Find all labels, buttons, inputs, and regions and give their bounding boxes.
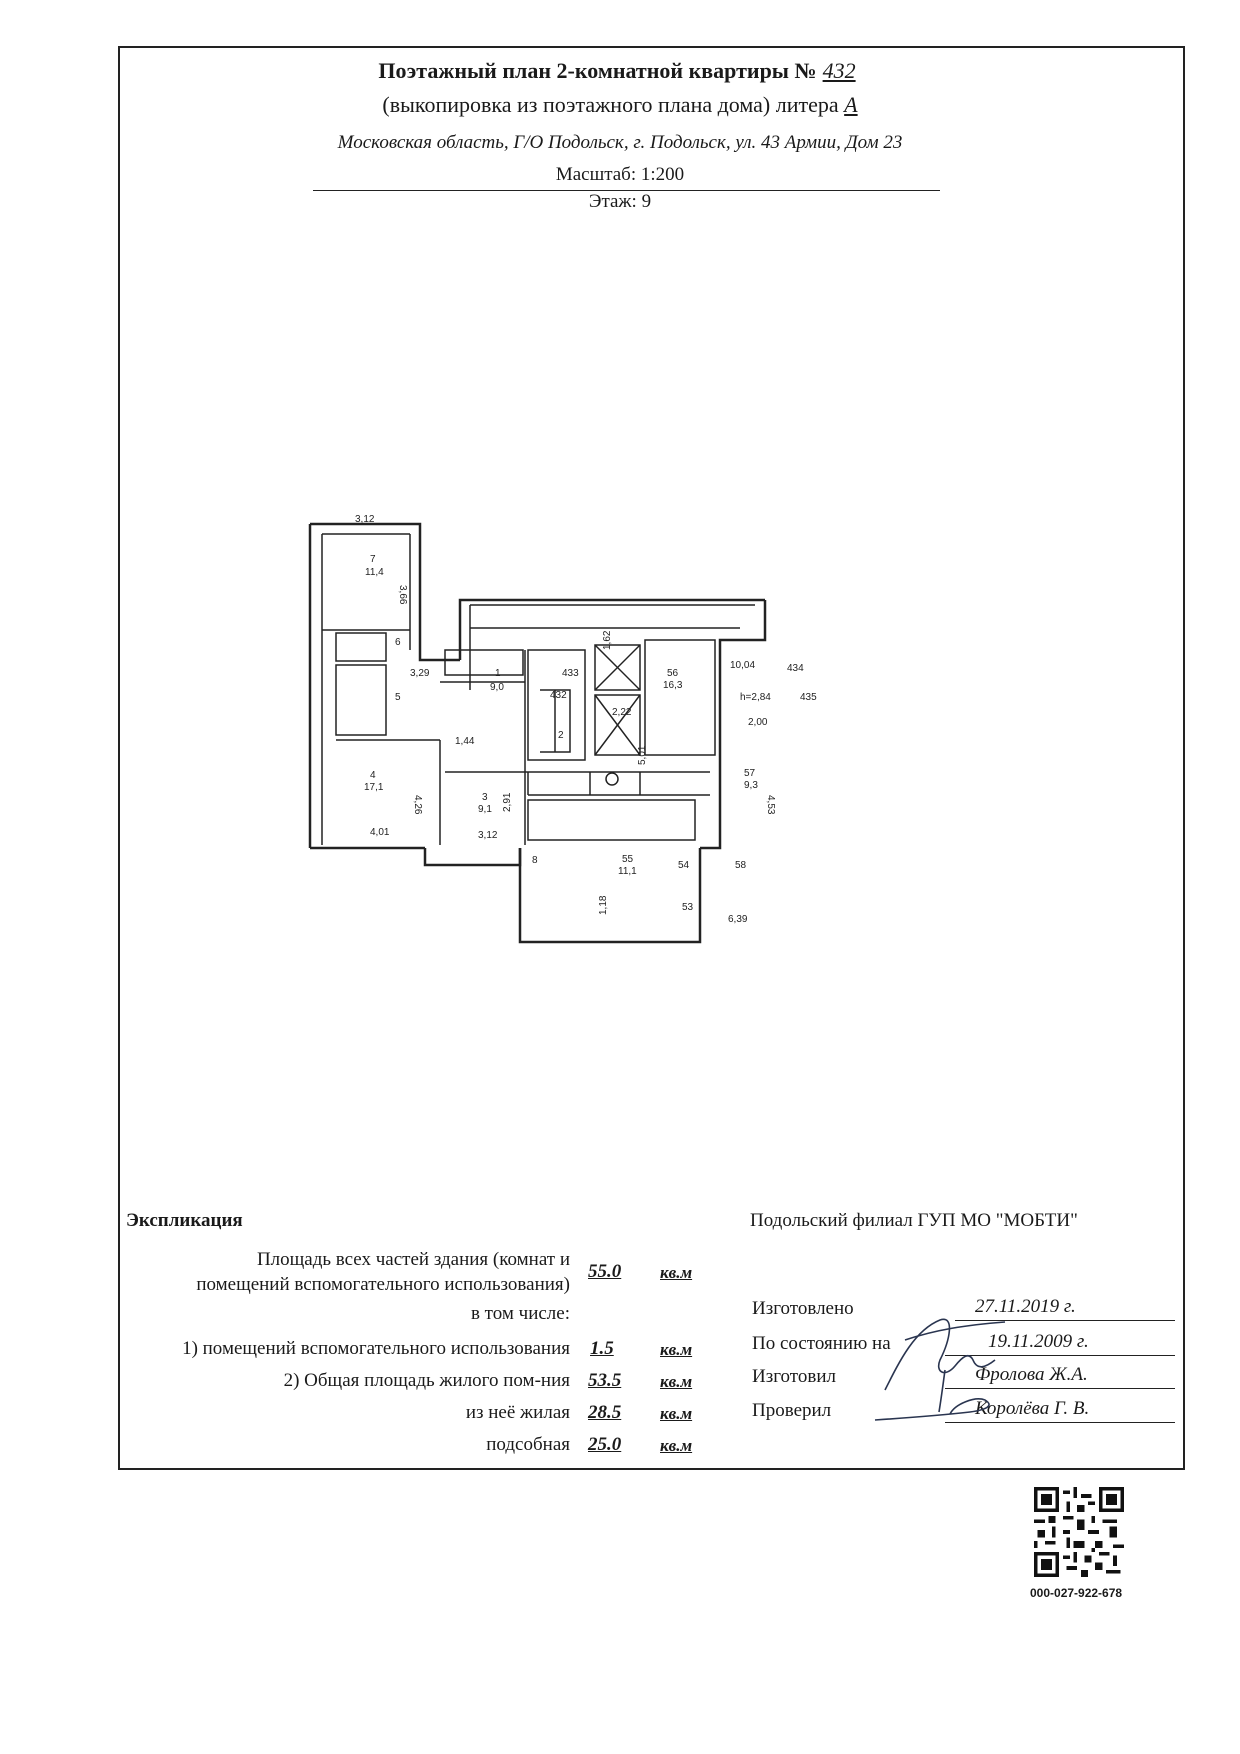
plan-label: 16,3	[663, 680, 683, 691]
plan-label: 435	[800, 692, 817, 703]
apartment-number: 432	[822, 58, 856, 83]
plan-label: 433	[562, 668, 579, 679]
plan-label: 434	[787, 663, 804, 674]
plan-label: 2	[558, 730, 564, 741]
explication-row2-label: 1) помещений вспомогательного использования	[182, 1338, 570, 1359]
plan-label: 6,39	[728, 914, 748, 925]
plan-label: 55	[622, 854, 634, 865]
plan-label: 9,1	[478, 804, 492, 815]
qr-code-icon	[1034, 1487, 1124, 1577]
scale: Масштаб: 1:200	[555, 164, 685, 185]
explication-row3-label: 2) Общая площадь жилого пом-ния	[283, 1370, 570, 1391]
plan-label: 11,4	[365, 567, 384, 578]
plan-label: 57	[744, 768, 756, 779]
page-subtitle: (выкопировка из поэтажного плана дома) литера А	[382, 92, 858, 117]
plan-label: 1,62	[602, 630, 613, 650]
explication-row5-value: 25.0	[588, 1434, 622, 1455]
plan-label: 4,26	[412, 795, 423, 815]
explication-row1-value: 55.0	[588, 1261, 622, 1282]
explication-title: Экспликация	[126, 1210, 243, 1231]
explication-row1-line1: Площадь всех частей здания (комнат и	[256, 1249, 570, 1270]
plan-label: 3,29	[410, 668, 430, 679]
plan-label: 3	[482, 792, 488, 803]
unit-label: кв.м	[660, 1436, 693, 1455]
organization-name: Подольский филиал ГУП МО "МОБТИ"	[750, 1210, 1078, 1231]
plan-label: 11,1	[618, 866, 637, 877]
made-date: 27.11.2019 г.	[975, 1296, 1076, 1317]
plan-label: 2,22	[612, 707, 632, 718]
page-title: Поэтажный план 2-комнатной квартиры № 432	[0, 58, 1240, 84]
plan-label: 5,01	[637, 745, 648, 765]
plan-label: 3,12	[355, 514, 375, 525]
explication-row4-label: из неё жилая	[465, 1402, 570, 1423]
unit-label: кв.м	[660, 1404, 693, 1423]
plan-label: 1	[495, 668, 501, 679]
qr-code-number: 000-027-922-678	[1030, 1586, 1123, 1600]
made-label: Изготовлено	[752, 1298, 854, 1319]
plan-label: 4	[370, 770, 376, 781]
plan-label: 1,44	[455, 736, 475, 747]
maker-label: Изготовил	[752, 1366, 836, 1387]
plan-label: 4,01	[370, 827, 390, 838]
plan-label: 56	[667, 668, 679, 679]
plan-label: 58	[735, 860, 747, 871]
explication-row1-line2: помещений вспомогательного использования)	[196, 1274, 570, 1295]
plan-label: 2,00	[748, 717, 768, 728]
plan-label: 2,91	[502, 792, 513, 812]
checker-name: Королёва Г. В.	[975, 1398, 1090, 1419]
plan-label: 7	[370, 554, 376, 565]
plan-label: 1,18	[598, 895, 609, 915]
plan-label: 53	[682, 902, 694, 913]
floor-plan	[300, 490, 860, 960]
plan-label: 4,53	[765, 795, 776, 815]
floor: Этаж: 9	[588, 191, 652, 212]
signature-drawing	[845, 1300, 1025, 1440]
plan-label: 9,0	[490, 682, 504, 693]
plan-label: 54	[678, 860, 690, 871]
plan-label: 432	[550, 690, 567, 701]
plan-label: 8	[532, 855, 538, 866]
unit-label: кв.м	[660, 1372, 693, 1391]
litera: А	[844, 92, 858, 117]
unit-label: кв.м	[660, 1263, 693, 1282]
plan-label: 10,04	[730, 660, 756, 671]
maker-name: Фролова Ж.А.	[975, 1364, 1088, 1385]
plan-label: 17,1	[364, 782, 384, 793]
checker-label: Проверил	[752, 1400, 832, 1421]
explication-row4-value: 28.5	[588, 1402, 622, 1423]
explication-row2-value: 1.5	[590, 1338, 614, 1359]
plan-label: 3,66	[397, 585, 408, 605]
state-label: По состоянию на	[752, 1333, 891, 1354]
explication-including: в том числе:	[470, 1303, 570, 1324]
plan-label: 9,3	[744, 780, 758, 791]
unit-label: кв.м	[660, 1340, 693, 1359]
state-date: 19.11.2009 г.	[988, 1331, 1089, 1352]
address: Московская область, Г/О Подольск, г. Подольск, ул. 43 Армии, Дом 23	[337, 132, 903, 153]
plan-label: 3,12	[478, 830, 498, 841]
plan-label: 5	[395, 692, 401, 703]
explication-row3-value: 53.5	[588, 1370, 622, 1391]
explication-row5-label: подсобная	[486, 1434, 570, 1455]
plan-label: h=2,84	[740, 692, 771, 703]
plan-label: 6	[395, 637, 401, 648]
